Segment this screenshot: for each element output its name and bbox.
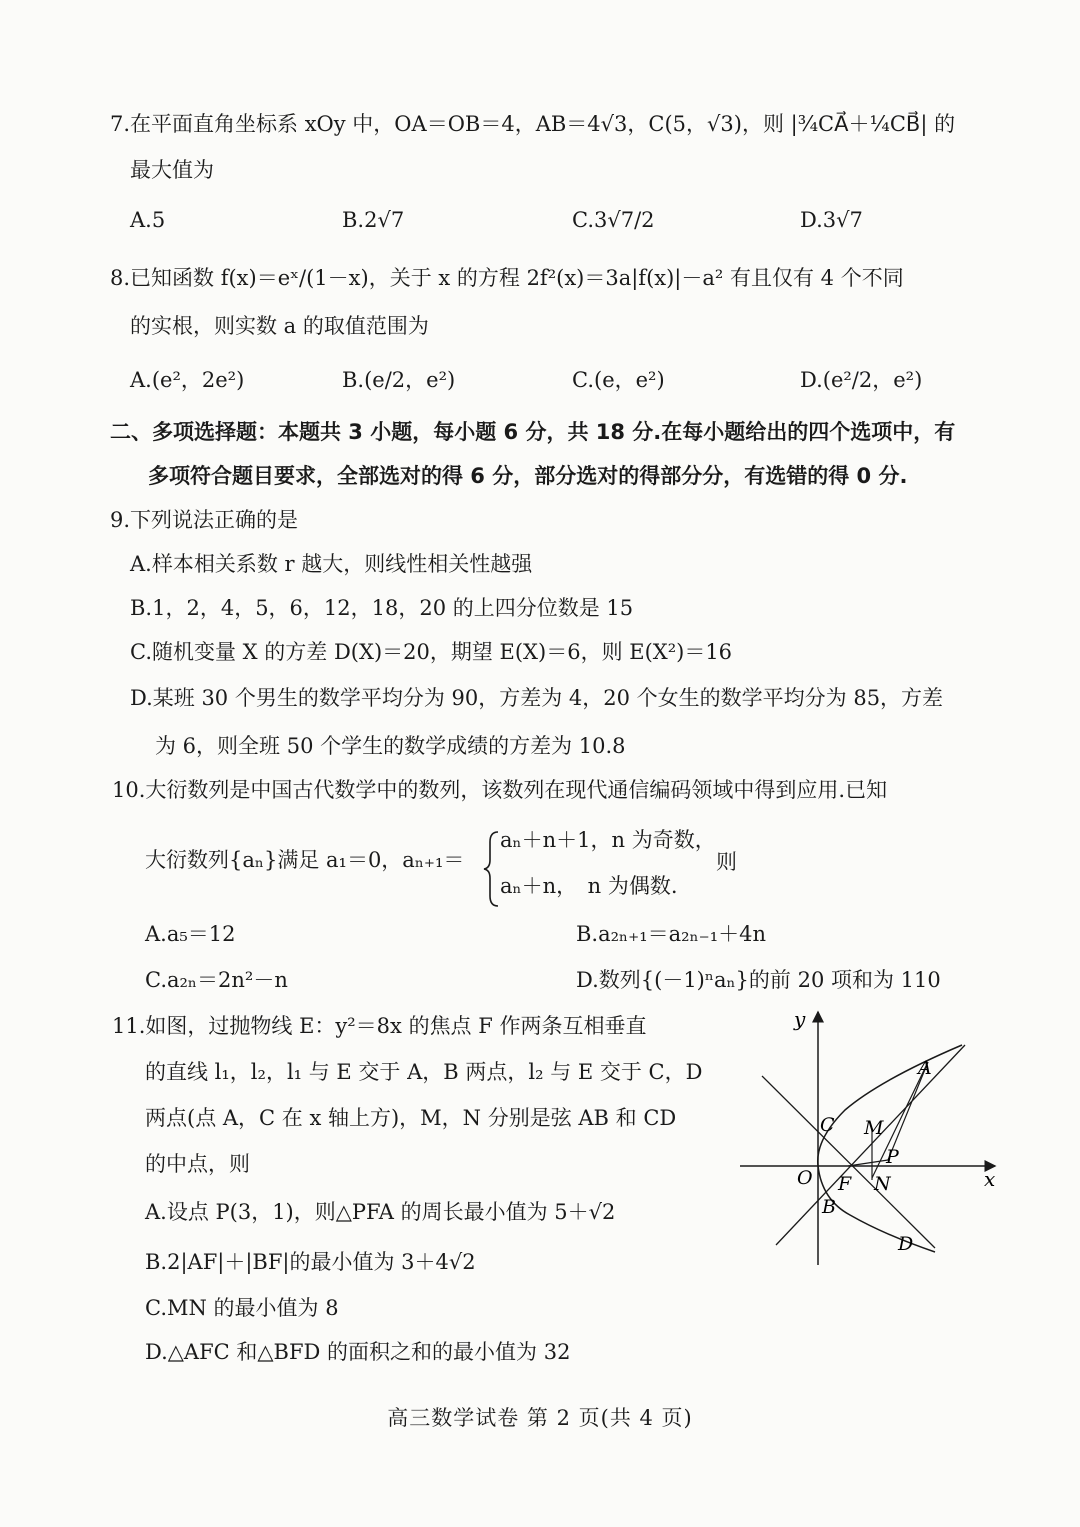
- q9-option-c: C.随机变量 X 的方差 D(X)＝20，期望 E(X)＝6，则 E(X²)＝16: [130, 640, 733, 664]
- q8-line1: 8.已知函数 f(x)＝eˣ/(1－x)，关于 x 的方程 2f²(x)＝3a|f(x)|－a² 有且仅有 4 个不同: [110, 266, 904, 290]
- parabola-figure: [730, 1000, 1010, 1270]
- piecewise-brace: [482, 830, 502, 908]
- label-m: M: [864, 1117, 884, 1139]
- q9-option-d-line2: 为 6，则全班 50 个学生的数学成绩的方差为 10.8: [155, 734, 626, 758]
- label-c: C: [820, 1114, 835, 1136]
- q8-option-d: D.(e²/2，e²): [800, 368, 923, 392]
- line-l1: [776, 1045, 965, 1245]
- q8-option-c: C.(e，e²): [572, 368, 665, 392]
- label-n: N: [874, 1173, 891, 1195]
- q7-option-a: A.5: [130, 208, 166, 232]
- q7-line2: 最大值为: [130, 158, 214, 182]
- q10-option-d: D.数列{(－1)ⁿaₙ}的前 20 项和为 110: [576, 968, 941, 992]
- q9-option-b: B.1，2，4，5，6，12，18，20 的上四分位数是 15: [130, 596, 634, 620]
- q7-line1: 7.在平面直角坐标系 xOy 中，OA＝OB＝4，AB＝4√3，C(5，√3)，则 |¾CA⃗＋¼CB⃗| 的: [110, 112, 956, 136]
- q10-case-even: aₙ＋n， n 为偶数.: [500, 874, 678, 898]
- q10-option-a: A.a₅＝12: [145, 922, 236, 946]
- label-d: D: [898, 1233, 914, 1255]
- q7-option-d: D.3√7: [800, 208, 863, 232]
- q11-option-a: A.设点 P(3，1)，则△PFA 的周长最小值为 5＋√2: [145, 1200, 616, 1224]
- q8-line2: 的实根，则实数 a 的取值范围为: [130, 314, 429, 338]
- q7-option-c: C.3√7/2: [572, 208, 655, 232]
- label-p: P: [886, 1146, 899, 1168]
- q10-lead: 大衍数列{aₙ}满足 a₁＝0，aₙ₊₁＝: [145, 848, 465, 872]
- section2-line2: 多项符合题目要求，全部选对的得 6 分，部分选对的得部分分，有选错的得 0 分.: [148, 464, 908, 488]
- label-o: O: [797, 1167, 813, 1189]
- q7-option-b: B.2√7: [342, 208, 405, 232]
- q11-option-d: D.△AFC 和△BFD 的面积之和的最小值为 32: [145, 1340, 571, 1364]
- label-b: B: [822, 1196, 836, 1218]
- q10-option-b: B.a₂ₙ₊₁＝a₂ₙ₋₁＋4n: [576, 922, 767, 946]
- section2-line1: 二、多项选择题：本题共 3 小题，每小题 6 分，共 18 分.在每小题给出的四个选项中，有: [110, 420, 956, 444]
- label-x: x: [984, 1167, 996, 1191]
- q10-line1: 10.大衍数列是中国古代数学中的数列，该数列在现代通信编码领域中得到应用.已知: [112, 778, 888, 802]
- q9-option-a: A.样本相关系数 r 越大，则线性相关性越强: [130, 552, 533, 576]
- q11-line2: 的直线 l₁，l₂，l₁ 与 E 交于 A，B 两点，l₂ 与 E 交于 C，D: [145, 1060, 703, 1084]
- page-footer: 高三数学试卷 第 2 页(共 4 页): [387, 1406, 693, 1430]
- q11-line1: 11.如图，过抛物线 E：y²＝8x 的焦点 F 作两条互相垂直: [112, 1014, 647, 1038]
- q9-stem: 9.下列说法正确的是: [110, 508, 299, 532]
- label-y: y: [794, 1007, 806, 1031]
- label-f: F: [838, 1173, 852, 1195]
- q11-line3: 两点(点 A，C 在 x 轴上方)，M，N 分别是弦 AB 和 CD: [145, 1106, 677, 1130]
- q11-option-c: C.MN 的最小值为 8: [145, 1296, 339, 1320]
- q11-option-b: B.2|AF|＋|BF|的最小值为 3＋4√2: [145, 1250, 476, 1274]
- q9-option-d-line1: D.某班 30 个男生的数学平均分为 90，方差为 4，20 个女生的数学平均分为 85，方差: [130, 686, 944, 710]
- q8-option-b: B.(e/2，e²): [342, 368, 456, 392]
- label-a: A: [918, 1057, 932, 1079]
- q8-option-a: A.(e²，2e²): [130, 368, 245, 392]
- q10-case-odd: aₙ＋n＋1，n 为奇数，: [500, 828, 716, 852]
- q10-option-c: C.a₂ₙ＝2n²－n: [145, 968, 288, 992]
- q11-line4: 的中点，则: [145, 1152, 250, 1176]
- q10-tail: 则: [716, 850, 737, 874]
